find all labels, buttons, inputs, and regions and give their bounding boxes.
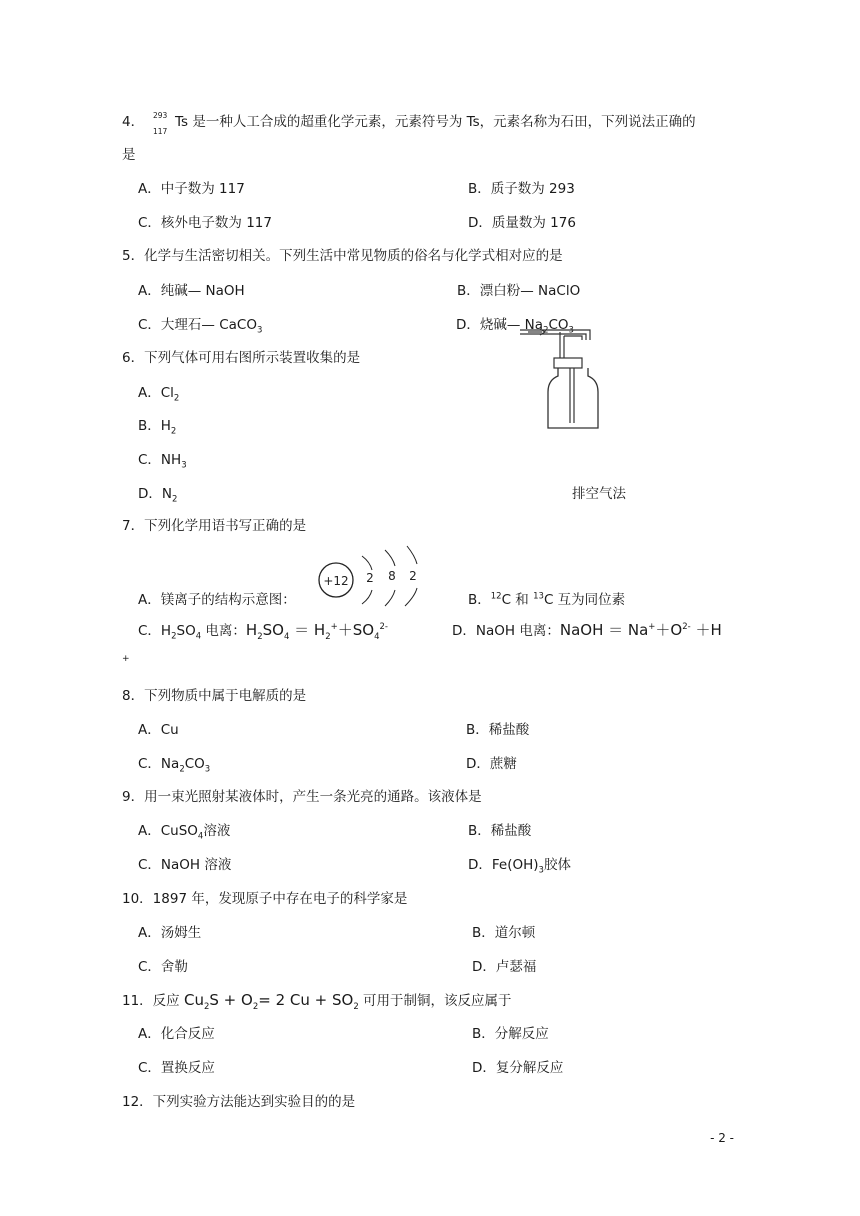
q7-option-b: B．$^{12}$C 和 $^{13}$C 互为同位素 <box>468 591 626 608</box>
q9-option-b: B．稀盐酸 <box>468 823 532 839</box>
q9-option-d: D．$Fe(OH)_3$胶体 <box>468 857 571 876</box>
shell-1-electrons: 2 <box>366 571 374 585</box>
q5-option-a: A．纯碱— NaOH <box>138 283 245 299</box>
q4-stem-line1: Ts 是一种人工合成的超重化学元素，元素符号为 Ts，元素名称为石田，下列说法正确的 <box>175 114 696 130</box>
q5-option-c: C．大理石— CaCO$_3$ <box>138 317 263 336</box>
page-number: - 2 - <box>710 1131 734 1145</box>
q7-option-d: D．NaOH 电离：NaOH ＝ $Na^++O^{2-} +H$ <box>452 621 722 639</box>
q4-mass-number: 293 <box>153 111 168 120</box>
q7-option-a: A．镁离子的结构示意图： <box>138 592 296 608</box>
q11-option-a: A．化合反应 <box>138 1026 215 1042</box>
q5-option-b: B．漂白粉— NaClO <box>457 283 581 299</box>
q12-stem: 12．下列实验方法能达到实验目的的是 <box>122 1094 356 1110</box>
q8-option-a: A．Cu <box>138 722 179 738</box>
q4-option-c: C．核外电子数为 117 <box>138 215 272 231</box>
magnesium-ion-structure-diagram <box>315 544 425 604</box>
gas-collection-bottle-diagram <box>500 318 610 438</box>
q10-option-b: B．道尔顿 <box>472 925 536 941</box>
q10-option-a: A．汤姆生 <box>138 925 202 941</box>
q6-figure-caption: 排空气法 <box>572 486 626 502</box>
q5-stem: 5．化学与生活密切相关。下列生活中常见物质的俗名与化学式相对应的是 <box>122 248 563 264</box>
q9-option-a: A．CuSO$_4$溶液 <box>138 823 231 842</box>
q8-stem: 8．下列物质中属于电解质的是 <box>122 688 307 704</box>
q6-stem: 6．下列气体可用右图所示装置收集的是 <box>122 350 361 366</box>
q11-option-b: B．分解反应 <box>472 1026 549 1042</box>
q8-option-c: C．$Na_2CO_3$ <box>138 756 211 775</box>
q11-option-d: D．复分解反应 <box>472 1060 564 1076</box>
q4-number: 4． <box>122 114 145 130</box>
q4-option-b: B．质子数为 293 <box>468 181 575 197</box>
q10-option-d: D．卢瑟福 <box>472 959 537 975</box>
q8-option-b: B．稀盐酸 <box>466 722 530 738</box>
q4-option-d: D．质量数为 176 <box>468 215 576 231</box>
q11-stem: 11．反应 $Cu_2S + O_2= 2$ $Cu + SO_2$ 可用于制铜，该反应属于 <box>122 991 512 1012</box>
q4-atomic-number: 117 <box>153 127 168 136</box>
q10-option-c: C．舍勒 <box>138 959 188 975</box>
q9-option-c: C．NaOH 溶液 <box>138 857 232 873</box>
q6-option-b: B．$H_2$ <box>138 418 177 437</box>
q4-stem-line2: 是 <box>122 147 136 163</box>
q7-option-d-wrap: + <box>122 654 130 664</box>
q9-stem: 9．用一束光照射某液体时，产生一条光亮的通路。该液体是 <box>122 789 482 805</box>
q5-option-d: D．烧碱— $Na_2CO_3$ <box>456 317 574 336</box>
q6-option-c: C．$NH_3$ <box>138 452 187 471</box>
q7-stem: 7．下列化学用语书写正确的是 <box>122 518 307 534</box>
q7-option-c: C．$H_2SO_4$ 电离：$H_2SO_4 = H_2^++SO_4^{2-}$ <box>138 621 388 642</box>
q8-option-d: D．蔗糖 <box>466 756 517 772</box>
shell-3-electrons: 2 <box>409 569 417 583</box>
q6-option-d: D．$N_2$ <box>138 486 178 505</box>
nucleus-charge: +12 <box>323 574 349 588</box>
q6-option-a: A．$Cl_2$ <box>138 385 180 404</box>
shell-2-electrons: 8 <box>388 569 396 583</box>
q10-stem: 10．1897 年，发现原子中存在电子的科学家是 <box>122 891 408 907</box>
q11-option-c: C．置换反应 <box>138 1060 215 1076</box>
q4-option-a: A．中子数为 117 <box>138 181 245 197</box>
